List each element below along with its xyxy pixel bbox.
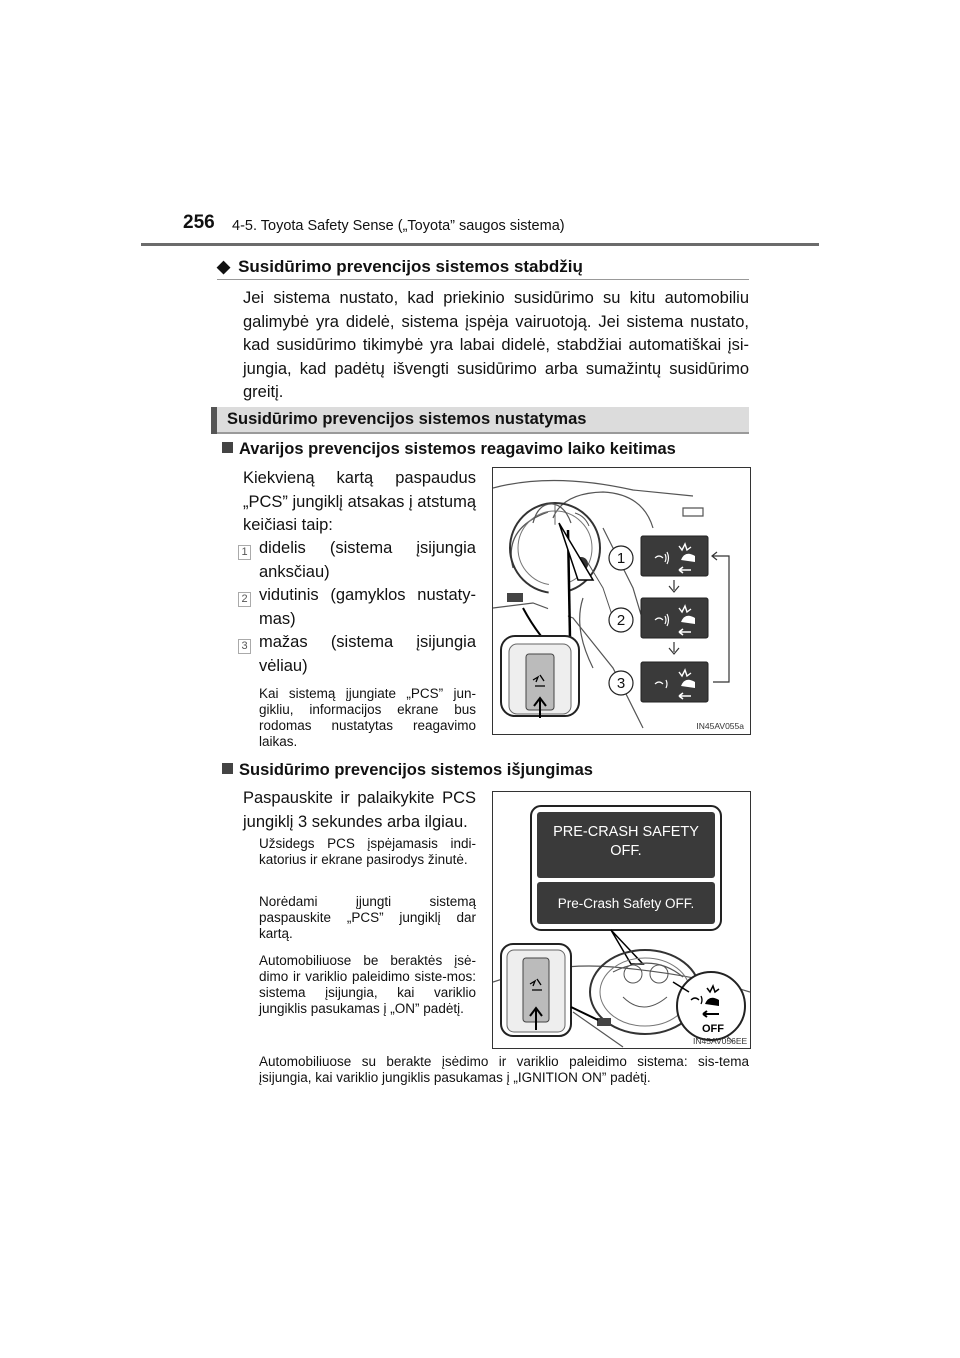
timing-heading-text: Avarijos prevencijos sistemos reagavimo laiko keitimas: [239, 440, 676, 458]
heading-rule: [217, 279, 749, 280]
settings-band-title: Susidūrimo prevencijos sistemos nustatymas: [227, 410, 587, 428]
item-number-2: 2: [238, 591, 252, 605]
pcs-sensitivity-figure: [492, 467, 751, 735]
timing-heading: [222, 440, 676, 459]
header-divider: [141, 243, 819, 246]
disable-note-1: Užsidegs PCS įspėjamasis indi-katorius ir ekrane pasirodys žinutė.: [259, 836, 476, 867]
square-bullet-icon: [222, 442, 233, 453]
dashboard-illustration: [493, 468, 750, 734]
off-label: OFF: [702, 1023, 724, 1035]
display-top-line-2: OFF.: [610, 843, 642, 859]
brake-heading-text: Susidūrimo prevencijos sistemos stabdžių: [238, 257, 583, 276]
display-top-line-1: PRE-CRASH SAFETY: [553, 824, 699, 840]
disable-note-2: Norėdami įjungti sistemą paspauskite „PCS” jungiklį dar kartą.: [259, 894, 476, 941]
timing-item-3: mažas (sistema įsijungia vėliau): [259, 633, 476, 675]
figure-code-1: IN45AV055a: [696, 721, 744, 731]
item-number-1: 1: [238, 544, 252, 558]
item-number-3: 3: [238, 638, 252, 652]
disable-note-4: Automobiliuose su berakte įsėdimo ir variklio paleidimo sistema: sis-tema įsijungia, kai variklio jungiklis pasukamas į „IGNITION ON” padėtį.: [259, 1054, 749, 1085]
pcs-off-illustration: [493, 792, 750, 1048]
display-bottom-line: Pre-Crash Safety OFF.: [557, 896, 695, 911]
callout-1: 1: [616, 550, 626, 567]
pcs-off-figure: [492, 791, 751, 1049]
square-bullet-icon: [222, 763, 233, 774]
disable-heading: [222, 761, 593, 780]
timing-item-1: didelis (sistema įsijungia anksčiau): [259, 539, 476, 581]
timing-note: Kai sistemą įjungiate „PCS” jun-gikliu, informacijos ekrane bus rodomas nustatytas reagavimo laikas.: [259, 686, 476, 749]
section-title: 4-5. Toyota Safety Sense („Toyota” saugos sistema): [232, 218, 565, 234]
settings-band: [211, 407, 749, 434]
page-number: 256: [183, 212, 215, 233]
brake-heading: [217, 257, 583, 277]
diamond-icon: ◆: [217, 257, 231, 276]
callout-2: 2: [616, 612, 626, 629]
brake-body: Jei sistema nustato, kad priekinio susidūrimo su kitu automobiliu galimybė yra didelė, sistema įspėja vairuotoją. Jei sistema nustato, kad susidūrimo tikimybė yra labai didelė, stabdžiai automatiškai įsi-jungia, kad padėtų išvengti susidūrimo arba sumažintų susidūrimo greitį.: [243, 289, 749, 401]
figure-code-2: IN45AV056EE: [693, 1036, 748, 1046]
band-marker: [211, 407, 217, 434]
disable-intro: Paspauskite ir palaikykite PCS jungiklį 3 sekundes arba ilgiau.: [243, 789, 476, 831]
disable-heading-text: Susidūrimo prevencijos sistemos išjungimas: [239, 761, 593, 779]
timing-intro: Kiekvieną kartą paspaudus „PCS” jungiklį atsakas į atstumą keičiasi taip:: [243, 469, 476, 534]
timing-item-2: vidutinis (gamyklos nustaty-mas): [259, 586, 476, 628]
callout-3: 3: [616, 675, 626, 692]
disable-note-3: Automobiliuose be beraktės įsė-dimo ir variklio paleidimo siste-mos: sistema įsijungia, kai variklio jungiklis pasukamas į „ON” padėtį.: [259, 953, 476, 1016]
